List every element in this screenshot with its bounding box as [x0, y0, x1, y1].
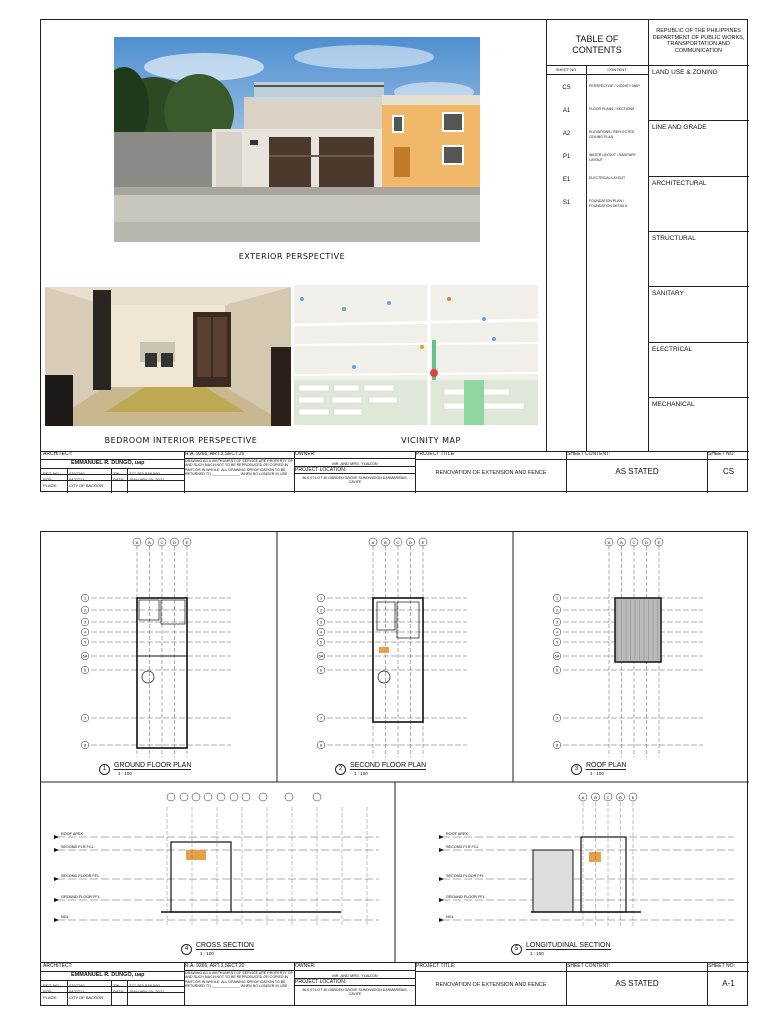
grid-number: 8 [555, 743, 559, 748]
grid-letter: B [620, 540, 623, 545]
grid-number: 5 [555, 640, 559, 645]
section-level-label: NGL [446, 915, 454, 919]
grid-letter: E [657, 540, 661, 545]
grid-letter: A [607, 540, 611, 545]
section-level-label: SECOND FLR FCL [61, 845, 94, 849]
grid-letter: A [581, 795, 585, 800]
agency-header: REPUBLIC OF THE PHILIPPINES DEPARTMENT OF PUBLIC WORKS, TRANSPORTATION AND COMMUNICATION [652, 28, 745, 54]
tb-title-label: PROJECT TITLE: [416, 451, 456, 457]
grid-number: 5A [318, 654, 324, 659]
grid-letter: B [594, 795, 597, 800]
toc-content: FLOOR PLANS / SECTIONS [589, 107, 635, 111]
tb-location-value: BLK 07 LOT 35 GARDEN GROVE SUBDIVISION DASMARIÑAS, CAVITE [302, 476, 408, 485]
grid-number: 4 [83, 630, 87, 635]
grid-bubble [285, 793, 293, 801]
view-number-bubble: 1 [99, 764, 110, 775]
tb-owner-value: MR. AND MRS. YUAZON [332, 461, 378, 466]
tb-architect-label: ARCHITECT: [43, 963, 73, 969]
grid-number: 1 [83, 596, 87, 601]
grid-number: 4 [555, 630, 559, 635]
section-level-label: ROOF APEX [61, 832, 83, 836]
grid-bubble [217, 793, 225, 801]
grid-letter: C [160, 540, 164, 545]
view-title: ROOF PLAN [586, 762, 627, 769]
grid-number: 2 [319, 608, 323, 613]
toc-content: WATER LAYOUT / SANITARY LAYOUT [589, 153, 636, 162]
view-number-bubble: 4 [181, 944, 192, 955]
toc-content: ELECTRICAL LAYOUT [589, 176, 626, 180]
section-level-label: GROUND FLOOR FFL [446, 895, 485, 899]
toc-content: PERSPECTIVE / VICINITY MAP [589, 84, 640, 88]
grid-bubble [167, 793, 175, 801]
grid-letter: C [606, 795, 610, 800]
grid-number: 2 [555, 608, 559, 613]
exterior-perspective-image [114, 37, 480, 242]
tb-content-label: SHEET CONTENT: [567, 963, 610, 969]
section-level-label: NGL [61, 915, 69, 919]
view-title: SECOND FLOOR PLAN [350, 762, 427, 769]
toc-sheet-no: S1 [562, 200, 571, 206]
grid-bubble [192, 793, 200, 801]
tb-place-label: PLACE: [43, 483, 58, 488]
floor-plan-sheet [40, 531, 748, 1006]
discipline-label: LAND USE & ZONING [652, 69, 718, 76]
view-scale: 1 : 100 [118, 771, 132, 776]
tb-law: R.A. 9266, ART.3,SECT.20 [185, 451, 245, 457]
grid-bubble [259, 793, 267, 801]
grid-letter: D [173, 540, 176, 545]
tb-law: R.A. 9266, ART.3,SECT.20 [185, 963, 245, 969]
view-scale: 1 : 100 [590, 771, 604, 776]
section-level-label: SECOND FLOOR FFL [446, 874, 485, 878]
tb-place-label: PLACE: [43, 995, 58, 1000]
grid-number: 3 [83, 620, 87, 625]
grid-number: 5 [319, 640, 323, 645]
toc-sheet-no: P1 [562, 154, 571, 160]
roof-area [615, 598, 661, 662]
grid-letter: D [619, 795, 622, 800]
view-number-bubble: 5 [511, 944, 522, 955]
grid-number: 7 [555, 716, 559, 721]
toc-sheet-no: CS [562, 85, 571, 91]
tb-architect-name: EMMANUEL R. DUNGO, uap [71, 972, 145, 978]
tb-architect-name: EMMANUEL R. DUNGO, uap [71, 460, 145, 466]
grid-number: 6 [83, 668, 87, 673]
tb-title-value: RENOVATION OF EXTENSION AND FENCE [435, 982, 547, 988]
grid-number: 5A [82, 654, 88, 659]
discipline-label: ELECTRICAL [652, 346, 693, 353]
discipline-label: SANITARY [652, 290, 684, 297]
grid-letter: A [135, 540, 139, 545]
tb-location-value: BLK 07 LOT 35 GARDEN GROVE SUBDIVISION DASMARIÑAS, CAVITE [302, 988, 408, 997]
view-scale: 1 : 100 [354, 771, 368, 776]
toc-sheet-no: A1 [562, 108, 571, 114]
view-number-bubble: 3 [571, 764, 582, 775]
grid-number: 2 [83, 608, 87, 613]
tb-sheetno-value: CS [722, 467, 735, 476]
grid-number: 5A [554, 654, 560, 659]
grid-bubble [230, 793, 238, 801]
grid-number: 6 [555, 668, 559, 673]
tb-content-value: AS STATED [615, 979, 659, 988]
toc-sheet-no: A2 [562, 131, 571, 137]
tb-title-label: PROJECT TITLE: [416, 963, 456, 969]
toc-content: FOUNDATION PLAN / FOUNDATION DETAILS [589, 199, 628, 208]
bedroom-caption: BEDROOM INTERIOR PERSPECTIVE [104, 436, 258, 445]
grid-number: 8 [319, 743, 323, 748]
section-level-label: ROOF APEX [446, 832, 468, 836]
view-number-bubble: 2 [335, 764, 346, 775]
grid-bubble [313, 793, 321, 801]
toc-col-sheet: SHEET NO. [555, 67, 578, 72]
grid-letter: E [421, 540, 425, 545]
view-title: GROUND FLOOR PLAN [114, 762, 192, 769]
discipline-label: ARCHITECTURAL [652, 180, 707, 187]
exterior-caption: EXTERIOR PERSPECTIVE [238, 252, 346, 261]
tb-architect-label: ARCHITECT: [43, 451, 73, 457]
grid-number: 8 [83, 743, 87, 748]
grid-number: 7 [83, 716, 87, 721]
grid-letter: C [396, 540, 400, 545]
grid-number: 7 [319, 716, 323, 721]
grid-letter: D [645, 540, 648, 545]
grid-number: 1 [555, 596, 559, 601]
view-scale: 1 : 100 [200, 951, 214, 956]
grid-bubble [242, 793, 250, 801]
toc-sheet-no: E1 [562, 177, 571, 183]
longitudinal-section-building [533, 850, 573, 912]
grid-number: 6 [319, 668, 323, 673]
grid-letter: E [631, 795, 635, 800]
toc-content: ELEVATIONS / REFLECTED CEILING PLAN [589, 130, 635, 139]
section-level-label: SECOND FLR FCL [446, 845, 479, 849]
discipline-label: MECHANICAL [652, 401, 695, 408]
grid-letter: B [384, 540, 387, 545]
tb-place-value: CITY OF BACOOR [69, 483, 104, 488]
grid-letter: B [148, 540, 151, 545]
vicinity-caption: VICINITY MAP [401, 436, 461, 445]
grid-number: 1 [319, 596, 323, 601]
tb-sheetno-label: SHEET NO: [708, 451, 735, 457]
tb-content-value: AS STATED [615, 467, 659, 476]
toc-col-content: CONTENT [607, 67, 627, 72]
toc-title-line1: TABLE OF [575, 34, 619, 44]
tb-location-label: PROJECT LOCATION: [295, 979, 347, 985]
tb-law-text: DRAWING AS A INSTRUMENT OF SERVICE ARE PROPERTY OF AND SUCH MUCH NOT TO BE REPRODUCED OR COPIED IN PART OR IN WHOLE. ALL DRAWING SPECIFICATION TO BE RETURNED TO ______________ WHEN NO LONGER IN USE [185, 971, 293, 988]
tb-sheetno-value: A-1 [722, 979, 735, 988]
tb-sheetno-label: SHEET NO: [708, 963, 735, 969]
architectural-drawings [41, 532, 749, 962]
toc-title-line2: CONTENTS [572, 45, 622, 55]
discipline-label: STRUCTURAL [652, 235, 696, 242]
grid-number: 3 [319, 620, 323, 625]
view-scale: 1 : 100 [530, 951, 544, 956]
grid-bubble [204, 793, 212, 801]
tb-content-label: SHEET CONTENT: [567, 451, 610, 457]
view-title: CROSS SECTION [196, 942, 254, 949]
tb-owner-value: MR. AND MRS. YUAZON [332, 973, 378, 978]
section-level-label: SECOND FLOOR FFL [61, 874, 100, 878]
grid-letter: D [409, 540, 412, 545]
tb-owner-label: OWNER: [295, 963, 316, 969]
vicinity-map-image [294, 285, 538, 425]
tb-place-value: CITY OF BACOOR [69, 995, 104, 1000]
grid-letter: A [371, 540, 375, 545]
view-title: LONGITUDINAL SECTION [526, 942, 611, 949]
grid-letter: E [185, 540, 189, 545]
grid-letter: C [632, 540, 636, 545]
grid-number: 4 [319, 630, 323, 635]
tb-location-label: PROJECT LOCATION: [295, 467, 347, 473]
grid-number: 5 [83, 640, 87, 645]
tb-law-text: DRAWING AS A INSTRUMENT OF SERVICE ARE PROPERTY OF AND SUCH MUCH NOT TO BE REPRODUCED OR COPIED IN PART OR IN WHOLE. ALL DRAWING SPECIFICATION TO BE RETURNED TO ______________ WHEN NO LONGER IN USE [185, 459, 293, 476]
discipline-label: LINE AND GRADE [652, 124, 707, 131]
toc-title [546, 34, 648, 56]
grid-number: 3 [555, 620, 559, 625]
tb-title-value: RENOVATION OF EXTENSION AND FENCE [435, 470, 547, 476]
grid-bubble [180, 793, 188, 801]
cover-sheet [40, 19, 748, 492]
section-level-label: GROUND FLOOR FFL [61, 895, 100, 899]
tb-owner-label: OWNER: [295, 451, 316, 457]
bedroom-interior-image [45, 287, 291, 426]
